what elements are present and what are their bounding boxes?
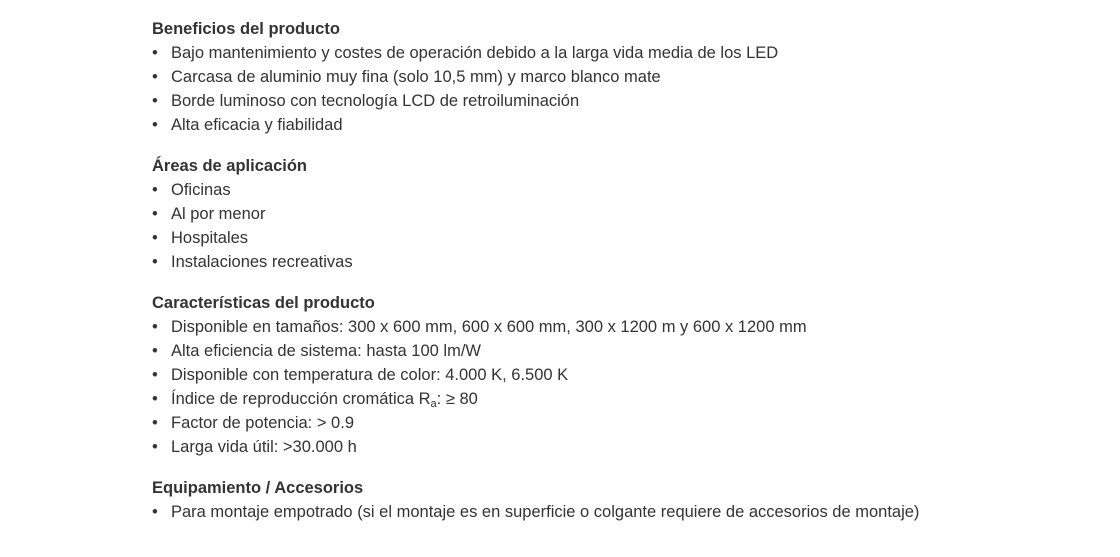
list-item-text: Carcasa de aluminio muy fina (solo 10,5 mm) y marco blanco mate — [171, 68, 661, 86]
list-item-text: Hospitales — [171, 229, 249, 247]
bullet-list — [152, 500, 1092, 524]
list-item — [152, 411, 1092, 435]
list-item-text-prefix: Índice de reproducción cromática R — [171, 390, 431, 408]
bullet-icon: • — [152, 253, 158, 271]
list-item — [152, 363, 1092, 387]
list-item — [152, 250, 1092, 274]
section-application-areas — [152, 154, 1092, 274]
list-item — [152, 65, 1092, 89]
section-product-features — [152, 291, 1092, 459]
section-title: Características del producto — [152, 294, 375, 312]
list-item-text-suffix: : ≥ 80 — [436, 390, 478, 408]
bullet-icon: • — [152, 342, 158, 360]
bullet-icon: • — [152, 366, 158, 384]
list-item-text: Alta eficacia y fiabilidad — [171, 116, 343, 134]
bullet-list — [152, 315, 1092, 459]
list-item-text: Instalaciones recreativas — [171, 253, 353, 271]
list-item — [152, 339, 1092, 363]
list-item — [152, 178, 1092, 202]
list-item — [152, 387, 1092, 411]
product-description — [152, 17, 1092, 541]
list-item-text: Oficinas — [171, 181, 231, 199]
list-item — [152, 41, 1092, 65]
bullet-icon: • — [152, 503, 158, 521]
bullet-icon: • — [152, 181, 158, 199]
list-item-text: Bajo mantenimiento y costes de operación debido a la larga vida media de los LED — [171, 44, 779, 62]
list-item-text: Larga vida útil: >30.000 h — [171, 438, 357, 456]
bullet-icon: • — [152, 92, 158, 110]
bullet-icon: • — [152, 205, 158, 223]
list-item-text: Alta eficiencia de sistema: hasta 100 lm/W — [171, 342, 481, 360]
list-item — [152, 89, 1092, 113]
list-item-text: Disponible en tamaños: 300 x 600 mm, 600 x 600 mm, 300 x 1200 m y 600 x 1200 mm — [171, 318, 807, 336]
list-item-text: Al por menor — [171, 205, 266, 223]
bullet-list — [152, 41, 1092, 137]
bullet-icon: • — [152, 438, 158, 456]
list-item-text: Factor de potencia: > 0.9 — [171, 414, 354, 432]
bullet-icon: • — [152, 44, 158, 62]
bullet-list — [152, 178, 1092, 274]
list-item — [152, 113, 1092, 137]
list-item-text: Disponible con temperatura de color: 4.000 K, 6.500 K — [171, 366, 569, 384]
subscript-a: a — [430, 398, 437, 410]
bullet-icon: • — [152, 414, 158, 432]
bullet-icon: • — [152, 318, 158, 336]
list-item — [152, 435, 1092, 459]
section-title: Equipamiento / Accesorios — [152, 479, 364, 497]
section-equipment-accessories — [152, 476, 1092, 524]
section-title: Áreas de aplicación — [152, 157, 307, 175]
section-title: Beneficios del producto — [152, 20, 340, 38]
list-item-text: Borde luminoso con tecnología LCD de retroiluminación — [171, 92, 580, 110]
section-product-benefits — [152, 17, 1092, 137]
bullet-icon: • — [152, 229, 158, 247]
list-item — [152, 500, 1092, 524]
list-item — [152, 202, 1092, 226]
list-item — [152, 226, 1092, 250]
bullet-icon: • — [152, 116, 158, 134]
list-item — [152, 315, 1092, 339]
list-item-text: Para montaje empotrado (si el montaje es en superficie o colgante requiere de accesorios de montaje) — [171, 503, 920, 521]
bullet-icon: • — [152, 68, 158, 86]
bullet-icon: • — [152, 390, 158, 408]
